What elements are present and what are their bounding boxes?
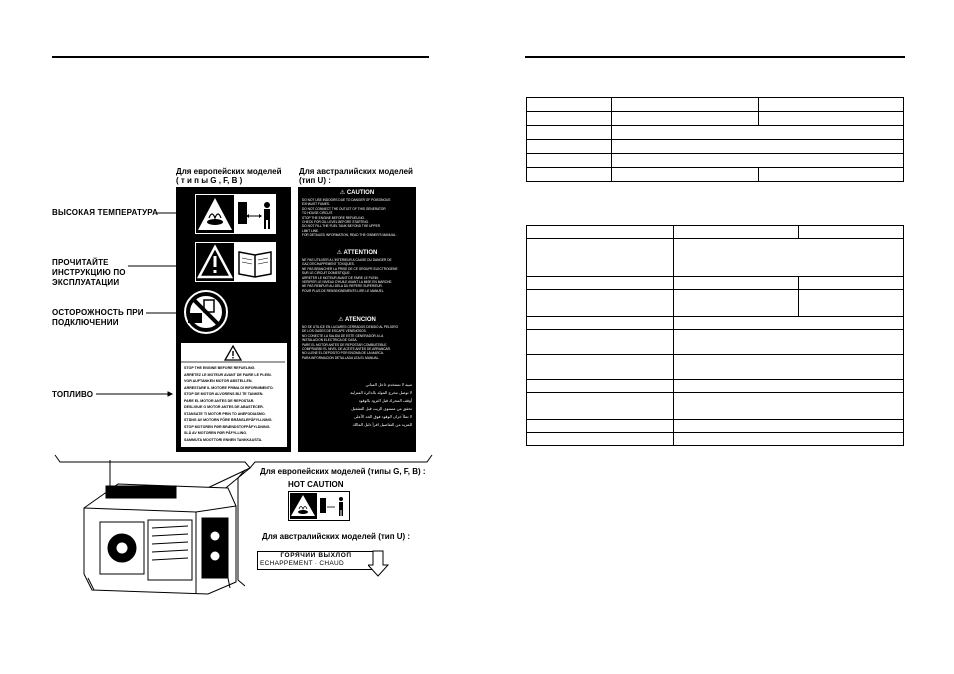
au-caution-text: DO NOT USE INDOORS DUE TO DANGER OF POISONOUS EXHAUST FUMES. DO NOT CONNECT THE OUTLET OF THIS GENERATOR TO HOUSE CIRCUIT. STOP THE ENGINE BEFORE REFUELING. CHECK FOR OIL LEVEL BEFORE STARTING. DO NOT FILL THE FUEL TANK BEYOND THE UPPER LIMIT LINE. FOR DETAILED INFORMATION, READ THE OWNER'S MANUAL.	[302, 198, 397, 238]
au-atencion-text: NO SE UTILICE EN LUGARES CERRADOS DEBIDO AL PELIGRO DE LOS GASES DE ESCAPE VENENOSOS. NO CONECTE LA SALIDA DE ESTE GENERADOR A LA INSTALACION ELECTRICA DE CASA. PARE EL MOTOR ANTES DE REPOSTAR COMBUSTIBLE. COMPRUEBE EL NIVEL DE ACEITE ANTES DE ARRANCAR. NO LLENE EL DEPOSITO POR ENCIMA DE LA MARCA. PARA INFORMACION DETALLADA LEA EL MANUAL.	[302, 325, 399, 360]
hot-temperature-label	[194, 193, 277, 235]
eu-models-header: Для европейских моделей ( т и п ы G , F, B )	[176, 167, 282, 185]
au-attention-title: ⚠ ATTENTION	[336, 250, 378, 256]
hot-caution-title: HOT CAUTION	[288, 480, 344, 489]
fuel-warning-text: STOP THE ENGINE BEFORE REFUELING. ARRETEZ LE MOTEUR AVANT DE FAIRE LE PLEIN. VOR AUFTANKEN MOTOR ABSTELLEN. ARRESTARE IL MOTORE PRIMA DI RIFORNIMENTO. STOP DE MOTOR ALVORENS BIJ TE TANKEN. PARE EL MOTOR ANTES DE REPOSTAR. DESLIGUE O MOTOR ANTES DE ABASTECER. STANSATE TI MOTOR PRIN TO ANEFODIASMO. STÄNG AV MOTORN FÖRE BRÄNSLEPÅFYLLNING. STOP MOTOREN FØR BRÆNDSTOFPÅFYLDNING. SLÅ AV MOTOREN FØR PÅFYLLING. SAMMUTA MOOTTORI ENNEN TANKKAUSTA.	[184, 366, 274, 442]
hot-caution-label	[288, 491, 350, 521]
au-atencion-title: ⚠ ATENCION	[338, 317, 376, 323]
read-manual-label	[194, 241, 277, 283]
manual-book-icon	[195, 242, 276, 282]
exhaust-line-ru: ГОРЯЧИЙ ВЫХЛОП	[280, 552, 352, 559]
au-models-header: Для австралийских моделей (тип U) :	[299, 167, 413, 185]
exhaust-label	[257, 551, 379, 570]
no-connect-icon	[180, 288, 232, 336]
label-read-manual: ПРОЧИТАЙТЕ ИНСТРУКЦИЮ ПО ЭКСПЛУАТАЦИИ	[52, 258, 126, 287]
warning-triangle-icon	[181, 343, 285, 363]
eu-hot-header: Для европейских моделей (типы G, F, B) :	[260, 467, 426, 476]
au-caution-title: ⚠ CAUTION	[339, 190, 375, 196]
exhaust-arrow-icon	[368, 549, 390, 579]
exhaust-line-fr: ECHAPPEMENT · CHAUD	[260, 560, 344, 567]
au-hot-header: Для австралийских моделей (тип U) :	[262, 532, 411, 541]
label-fuel: ТОПЛИВО	[52, 390, 94, 399]
au-arabic-text: تنبيه لا تستخدم داخل المباني لا توصل مخرج المولد بالدائرة المنزلية أوقف المحرك قبل التزود بالوقود تحقق من مستوى الزيت قبل التشغيل لا تملأ خزان الوقود فوق الحد الأعلى للمزيد من التفاصيل اقرأ دليل المالك	[350, 382, 412, 427]
label-connection-caution: ОСТОРОЖНОСТЬ ПРИ ПОДКЛЮЧЕНИИ	[52, 308, 144, 327]
generator-illustration	[78, 478, 243, 598]
fuel-warning-label	[180, 342, 288, 448]
hot-surface-icon	[195, 194, 276, 234]
spec-table-2	[526, 225, 904, 446]
spec-table-1	[526, 97, 904, 182]
hot-surface-icon	[289, 492, 349, 520]
label-high-temperature: ВЫСОКАЯ ТЕМПЕРАТУРА	[52, 208, 159, 217]
au-attention-text: NE PAS UTILISER A L'INTERIEUR A CAUSE DU DANGER DE GAZ D'ECHAPPEMENT TOXIQUES. NE PAS BRANCHER LA PRISE DE CE GROUPE ELECTROGENE SUR LE CIRCUIT DOMESTIQUE. ARRETER LE MOTEUR AVANT DE FAIRE LE PLEIN. VERIFIER LE NIVEAU D'HUILE AVANT LA MISE EN MARCHE. NE PAS REMPLIR AU-DELA DU REPERE SUPERIEUR. POUR PLUS DE RENSEIGNEMENTS LIRE LE MANUEL.	[302, 258, 398, 293]
